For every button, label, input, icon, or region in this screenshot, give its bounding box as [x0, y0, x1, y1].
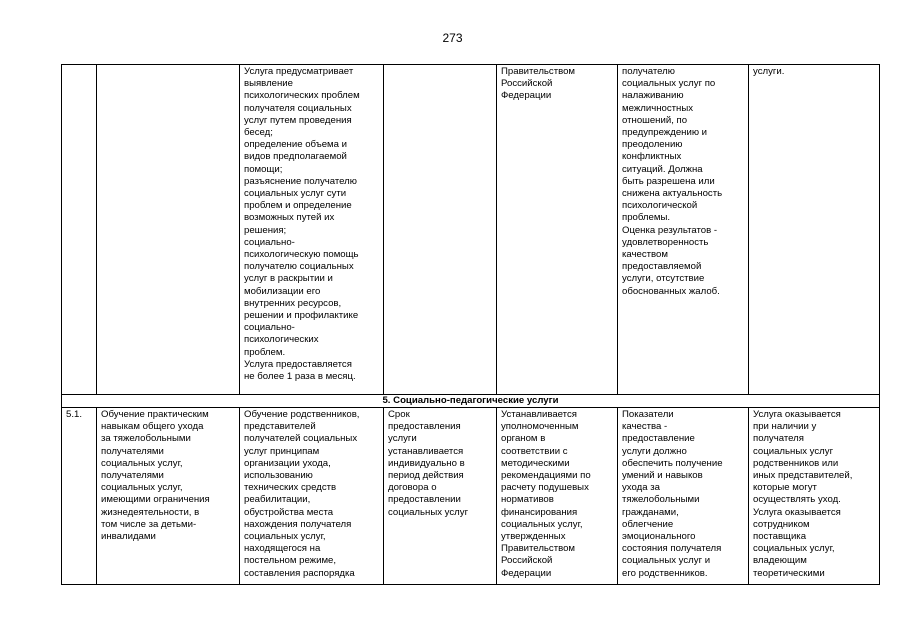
cell-text-line: Правительством — [501, 543, 576, 555]
cell-text-line: Устанавливается — [501, 409, 577, 420]
cell-text-line: родственников или — [753, 457, 839, 469]
cell-text-line: которые могут — [753, 482, 817, 494]
cell-text-line: организации ухода, — [244, 457, 331, 469]
cell-text-line: получателями — [101, 445, 164, 457]
cell-text-line: получателями — [101, 470, 164, 482]
cell-text-line: имеющими ограничения — [101, 494, 210, 506]
cell-text-line: Федерации — [501, 567, 552, 579]
cell-text-line: отношений, по — [622, 114, 688, 126]
cell-text-line: социальных услуг, — [101, 457, 183, 469]
cell-text-line: качеством — [622, 249, 668, 261]
table-row-continued — [62, 65, 880, 395]
cell-number — [62, 65, 97, 395]
cell-text-line: удовлетворенность — [622, 236, 709, 248]
cell-text-line: поставщика — [753, 531, 807, 543]
cell-text-line: не более 1 раза в месяц. — [244, 371, 356, 383]
cell-text-line: услуги — [388, 433, 417, 445]
cell-text-line: проблем и определение — [244, 200, 352, 212]
cell-text-line: Российской — [501, 555, 553, 567]
cell-text-line: расчету подушевых — [501, 482, 589, 494]
cell-text-line: возможных путей их — [244, 212, 335, 224]
cell-text-line: ухода за — [622, 482, 660, 494]
cell-text-line: период действия — [388, 470, 464, 482]
cell-text-line: социальных услуг, — [101, 482, 183, 494]
cell-service-description — [240, 408, 384, 585]
cell-text-line: получателю — [622, 66, 675, 77]
cell-text-line: психологических — [244, 334, 319, 346]
cell-text-line: Услуга предусматривает — [244, 66, 354, 77]
cell-text-line: социальных услуг — [753, 445, 834, 457]
cell-text-line: предоставления — [388, 421, 461, 433]
cell-text-line: конфликтных — [622, 151, 682, 163]
cell-text-line: мобилизации его — [244, 285, 321, 297]
cell-text-line: услуг в раскрытии и — [244, 273, 333, 285]
social-services-table — [61, 64, 880, 585]
cell-text-line: предоставляемой — [622, 261, 702, 273]
cell-service-price — [497, 408, 618, 585]
cell-text-line: находящегося на — [244, 543, 321, 555]
cell-text-line: социальных услуг, — [244, 531, 326, 543]
cell-text-line: социальных услуг — [388, 506, 469, 518]
cell-text-line: использованию — [244, 470, 313, 482]
cell-text-line: быть разрешена или — [622, 175, 715, 187]
cell-quality-indicators — [618, 408, 749, 585]
cell-text-line: предоставлении — [388, 494, 461, 506]
page-number: 273 — [442, 31, 463, 45]
cell-service-description — [240, 65, 384, 395]
services-table-wrapper — [61, 64, 879, 585]
cell-quality-indicators — [618, 65, 749, 395]
cell-text-line: проблем. — [244, 346, 286, 358]
cell-text-line: решения; — [244, 224, 287, 236]
cell-text-line: постельном режиме, — [244, 555, 337, 567]
cell-text-line: соответствии с — [501, 445, 568, 457]
cell-text-line: его родственников. — [622, 567, 708, 579]
cell-text-line: Услуга предоставляется — [244, 358, 352, 370]
cell-text-line: реабилитации, — [244, 494, 311, 506]
cell-text-line: бесед; — [244, 127, 273, 139]
cell-text-line: умений и навыков — [622, 470, 703, 482]
cell-text-line: за тяжелобольными — [101, 433, 191, 445]
cell-text-line: обустройства места — [244, 506, 334, 518]
cell-text-line: обоснованных жалоб. — [622, 285, 720, 297]
cell-text-line: решении и профилактике — [244, 310, 359, 322]
cell-text-line: социальных услуг, — [753, 543, 835, 555]
cell-text-line: составления распорядка — [244, 567, 355, 579]
cell-text-line: Федерации — [501, 90, 552, 102]
cell-text-line: инвалидами — [101, 531, 156, 543]
cell-text-line: психологической — [622, 200, 698, 212]
cell-text-line: социально- — [244, 322, 295, 334]
cell-text-line: социальных услуг, — [501, 518, 583, 530]
cell-text-line: при наличии у — [753, 421, 817, 433]
cell-text-line: проблемы. — [622, 212, 671, 224]
cell-text-line: теоретическими — [753, 567, 825, 579]
cell-text-line: получателей социальных — [244, 433, 358, 445]
cell-text-line: облегчение — [622, 518, 674, 530]
cell-text-line: владеющим — [753, 555, 807, 567]
cell-text-line: психологических проблем — [244, 90, 360, 102]
cell-text-line: определение объема и — [244, 139, 347, 151]
cell-text-line: тяжелобольными — [622, 494, 700, 506]
cell-text-line: методическими — [501, 457, 570, 469]
cell-text-line: услуги должно — [622, 445, 687, 457]
cell-conditions — [749, 408, 880, 585]
cell-text-line: помощи; — [244, 163, 283, 175]
section-header: 5. Социально-педагогические услуги — [62, 395, 880, 408]
cell-text-line: выявление — [244, 78, 293, 90]
cell-conditions — [749, 65, 880, 395]
table-row-5-1 — [62, 408, 880, 585]
cell-text-line: Обучение родственников, — [244, 409, 360, 420]
cell-text-line: осуществлять уход. — [753, 494, 841, 506]
cell-text-line: представителей — [244, 421, 316, 433]
cell-text-line: Оценка результатов - — [622, 224, 718, 236]
cell-text-line: договора о — [388, 482, 437, 494]
cell-text-line: получателя — [753, 433, 804, 445]
cell-text-line: разъяснение получателю — [244, 175, 357, 187]
cell-text-line: Услуга оказывается — [753, 409, 841, 420]
cell-text-line: социальных услуг сути — [244, 188, 347, 200]
cell-text-line: утвержденных — [501, 531, 566, 543]
cell-service-term — [384, 65, 497, 395]
cell-text-line: технических средств — [244, 482, 337, 494]
cell-text-line: уполномоченным — [501, 421, 579, 433]
cell-text-line: Срок — [388, 409, 410, 420]
cell-text-line: нормативов — [501, 494, 554, 506]
cell-text-line: 5.1. — [66, 409, 83, 420]
cell-text-line: снижена актуальность — [622, 188, 723, 200]
cell-text-line: социально- — [244, 236, 295, 248]
cell-text-line: Услуга оказывается — [753, 506, 841, 518]
cell-text-line: внутренних ресурсов, — [244, 297, 342, 309]
cell-text-line: услуг путем проведения — [244, 114, 352, 126]
cell-service-name — [97, 65, 240, 395]
cell-text-line: предоставление — [622, 433, 695, 445]
cell-text-line: преодолению — [622, 139, 683, 151]
cell-text-line: том числе за детьми- — [101, 518, 197, 530]
cell-text-line: предупреждению и — [622, 127, 708, 139]
cell-text-line: получателя социальных — [244, 102, 352, 114]
cell-text-line: налаживанию — [622, 90, 684, 102]
cell-text-line: Правительством — [501, 66, 576, 77]
cell-text-line: Показатели — [622, 409, 674, 420]
cell-text-line: индивидуально в — [388, 457, 465, 469]
cell-text-line: услуги. — [753, 66, 785, 77]
cell-text-line: Российской — [501, 78, 553, 90]
cell-service-term — [384, 408, 497, 585]
cell-text-line: устанавливается — [388, 445, 464, 457]
cell-text-line: сотрудником — [753, 518, 810, 530]
cell-text-line: получателю социальных — [244, 261, 354, 273]
cell-service-price — [497, 65, 618, 395]
cell-text-line: услуги, отсутствие — [622, 273, 705, 285]
cell-text-line: рекомендациями по — [501, 470, 591, 482]
cell-text-line: эмоционального — [622, 531, 696, 543]
cell-text-line: нахождения получателя — [244, 518, 352, 530]
cell-text-line: навыкам общего ухода — [101, 421, 204, 433]
cell-text-line: социальных услуг и — [622, 555, 711, 567]
cell-number — [62, 408, 97, 585]
cell-text-line: межличностных — [622, 102, 694, 114]
cell-text-line: Обучение практическим — [101, 409, 209, 420]
cell-text-line: органом в — [501, 433, 546, 445]
table-row-section — [62, 395, 880, 408]
cell-text-line: психологическую помощь — [244, 249, 359, 261]
cell-text-line: гражданами, — [622, 506, 679, 518]
cell-service-name — [97, 408, 240, 585]
cell-text-line: ситуаций. Должна — [622, 163, 703, 175]
cell-text-line: качества - — [622, 421, 668, 433]
cell-text-line: услуг принципам — [244, 445, 320, 457]
cell-text-line: жизнедеятельности, в — [101, 506, 200, 518]
cell-text-line: финансирования — [501, 506, 578, 518]
cell-text-line: социальных услуг по — [622, 78, 716, 90]
cell-text-line: иных представителей, — [753, 470, 853, 482]
cell-text-line: обеспечить получение — [622, 457, 723, 469]
cell-text-line: состояния получателя — [622, 543, 722, 555]
cell-text-line: видов предполагаемой — [244, 151, 347, 163]
